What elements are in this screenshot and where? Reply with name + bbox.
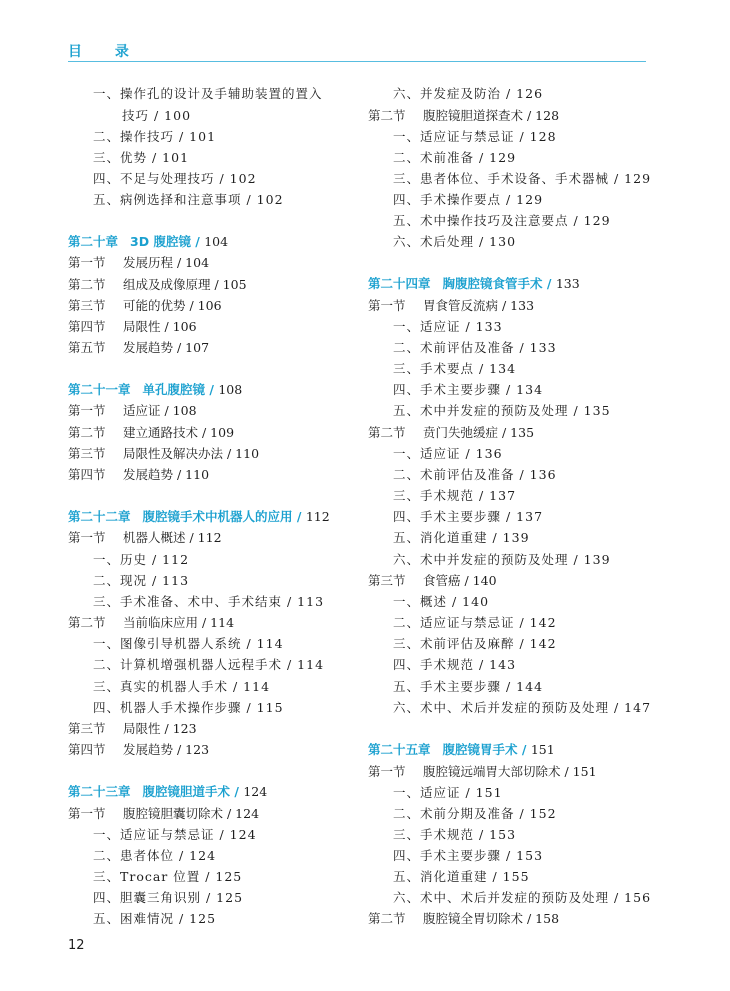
item-title: 三、患者体位、手术设备、手术器械 / 129: [393, 171, 652, 186]
chapter-number: 第二十一章: [68, 382, 131, 397]
section-number: 第二节: [368, 425, 406, 440]
toc-item-entry[interactable]: [393, 785, 503, 801]
toc-item-entry[interactable]: [93, 679, 270, 695]
item-title: 一、概述 / 140: [393, 594, 490, 609]
toc-section-entry[interactable]: [68, 255, 209, 271]
toc-item-entry[interactable]: [393, 594, 489, 610]
section-title: 局限性 / 123: [123, 721, 197, 736]
item-title: 二、计算机增强机器人远程手术 / 114: [93, 657, 325, 672]
toc-item-entry[interactable]: [93, 129, 216, 145]
section-number: 第四节: [68, 319, 106, 334]
item-title: 四、手术主要步骤 / 137: [393, 509, 544, 524]
toc-item-entry[interactable]: [393, 530, 530, 546]
item-title: 二、术前分期及准备 / 152: [393, 806, 557, 821]
section-title: 贲门失弛缓症 / 135: [423, 425, 535, 440]
toc-chapter-entry[interactable]: [368, 276, 580, 292]
page-separator: /: [542, 276, 556, 291]
section-title: 腹腔镜全胃切除术 / 158: [423, 911, 560, 926]
section-title: 腹腔镜远端胃大部切除术 / 151: [423, 764, 597, 779]
item-title: 六、术中、术后并发症的预防及处理 / 147: [393, 700, 652, 715]
toc-item-entry[interactable]: [393, 848, 543, 864]
toc-item-entry[interactable]: [93, 911, 216, 927]
item-title: 技巧 / 100: [122, 108, 192, 123]
item-title: 五、术中操作技巧及注意要点 / 129: [393, 213, 611, 228]
chapter-title: 腹腔镜胆道手术: [142, 784, 231, 799]
chapter-title: 腹腔镜手术中机器人的应用: [142, 509, 293, 524]
toc-section-entry[interactable]: [68, 298, 222, 314]
toc-section-entry[interactable]: [68, 806, 259, 822]
toc-item-entry[interactable]: [393, 403, 611, 419]
toc-item-entry[interactable]: [393, 869, 530, 885]
toc-item-entry[interactable]: [93, 573, 189, 589]
section-title: 胃食管反流病 / 133: [423, 298, 535, 313]
item-title: 五、消化道重建 / 155: [393, 869, 530, 884]
section-number: 第一节: [368, 298, 406, 313]
item-title: 四、不足与处理技巧 / 102: [93, 171, 257, 186]
toc-item-entry[interactable]: [393, 319, 503, 335]
section-number: 第二节: [68, 425, 106, 440]
item-title: 三、术前评估及麻醉 / 142: [393, 636, 557, 651]
chapter-title: 单孔腹腔镜: [142, 382, 206, 397]
section-number: 第二节: [68, 277, 106, 292]
toc-section-entry[interactable]: [368, 298, 534, 314]
section-number: 第一节: [68, 403, 106, 418]
section-title: 局限性 / 106: [123, 319, 197, 334]
chapter-title: 胸腹腔镜食管手术: [442, 276, 543, 291]
chapter-page: 104: [204, 234, 229, 249]
item-title: 二、患者体位 / 124: [93, 848, 217, 863]
item-title: 五、手术主要步骤 / 144: [393, 679, 544, 694]
toc-section-entry[interactable]: [68, 340, 209, 356]
item-title: 四、胆囊三角识别 / 125: [93, 890, 244, 905]
toc-item-entry[interactable]: [393, 171, 651, 187]
toc-item-entry[interactable]: [393, 340, 557, 356]
section-title: 发展趋势 / 110: [123, 467, 210, 482]
toc-item-entry[interactable]: [393, 446, 503, 462]
item-title: 四、手术规范 / 143: [393, 657, 517, 672]
toc-item-entry[interactable]: [393, 150, 516, 166]
toc-section-entry[interactable]: [368, 425, 534, 441]
chapter-number: 第二十五章: [368, 742, 431, 757]
toc-section-entry[interactable]: [68, 403, 197, 419]
toc-section-entry[interactable]: [368, 573, 497, 589]
toc-item-entry[interactable]: [93, 594, 324, 610]
toc-item-entry[interactable]: [93, 171, 257, 187]
toc-item-entry[interactable]: [93, 657, 324, 673]
item-title: 三、真实的机器人手术 / 114: [93, 679, 271, 694]
chapter-page: 112: [305, 509, 330, 524]
toc-item-entry[interactable]: [393, 467, 557, 483]
page-number: 12: [68, 938, 85, 953]
chapter-title: 腹腔镜胃手术: [442, 742, 518, 757]
toc-item-entry[interactable]: [393, 552, 611, 568]
item-title: 四、手术主要步骤 / 153: [393, 848, 544, 863]
toc-section-entry[interactable]: [68, 615, 234, 631]
item-title: 一、适应证与禁忌证 / 128: [393, 129, 557, 144]
section-title: 建立通路技术 / 109: [123, 425, 235, 440]
toc-chapter-entry[interactable]: [368, 742, 555, 758]
toc-chapter-entry[interactable]: [68, 509, 330, 525]
item-title: 三、优势 / 101: [93, 150, 190, 165]
chapter-page: 133: [555, 276, 580, 291]
item-title: 二、术前评估及准备 / 136: [393, 467, 557, 482]
page-header-title: 目 录: [68, 44, 143, 60]
toc-section-entry[interactable]: [68, 467, 209, 483]
chapter-page: 124: [243, 784, 268, 799]
section-number: 第二节: [368, 108, 406, 123]
toc-item-entry[interactable]: [393, 129, 557, 145]
toc-chapter-entry[interactable]: [68, 234, 228, 250]
toc-item-entry[interactable]: [93, 552, 189, 568]
toc-item-entry[interactable]: [93, 192, 284, 208]
toc-item-entry[interactable]: [393, 382, 543, 398]
toc-item-entry[interactable]: [393, 234, 516, 250]
toc-chapter-entry[interactable]: [68, 382, 242, 398]
toc-section-entry[interactable]: [368, 764, 597, 780]
section-number: 第四节: [68, 467, 106, 482]
section-number: 第四节: [68, 742, 106, 757]
toc-section-entry[interactable]: [368, 911, 559, 927]
item-title: 四、手术主要步骤 / 134: [393, 382, 544, 397]
item-title: 三、手术规范 / 137: [393, 488, 517, 503]
chapter-number: 第二十章: [68, 234, 119, 249]
toc-item-entry[interactable]: [93, 150, 189, 166]
toc-item-entry[interactable]: [393, 700, 651, 716]
item-title: 一、图像引导机器人系统 / 114: [93, 636, 284, 651]
toc-item-entry[interactable]: [93, 848, 216, 864]
header-divider: [68, 61, 646, 62]
item-title: 五、消化道重建 / 139: [393, 530, 530, 545]
section-number: 第三节: [368, 573, 406, 588]
section-title: 机器人概述 / 112: [123, 530, 222, 545]
page-separator: /: [230, 784, 244, 799]
item-title: 四、机器人手术操作步骤 / 115: [93, 700, 284, 715]
page-separator: /: [517, 742, 531, 757]
section-number: 第一节: [68, 255, 106, 270]
section-title: 当前临床应用 / 114: [123, 615, 235, 630]
toc-item-entry[interactable]: [93, 86, 323, 102]
section-number: 第一节: [68, 530, 106, 545]
chapter-number: 第二十三章: [68, 784, 131, 799]
section-number: 第一节: [368, 764, 406, 779]
item-title: 六、术后处理 / 130: [393, 234, 517, 249]
section-title: 可能的优势 / 106: [123, 298, 222, 313]
item-title: 一、适应证 / 133: [393, 319, 503, 334]
toc-item-entry[interactable]: [393, 361, 516, 377]
item-title: 六、并发症及防治 / 126: [393, 86, 544, 101]
chapter-title: 3D 腹腔镜: [130, 234, 191, 249]
toc-item-entry[interactable]: [393, 86, 543, 102]
toc-item-entry[interactable]: [393, 679, 543, 695]
chapter-number: 第二十二章: [68, 509, 131, 524]
toc-item-entry[interactable]: [393, 806, 557, 822]
chapter-page: 108: [218, 382, 243, 397]
item-title: 二、现况 / 113: [93, 573, 190, 588]
toc-item-entry[interactable]: [393, 213, 611, 229]
section-number: 第二节: [68, 615, 106, 630]
item-title: 三、手术规范 / 153: [393, 827, 517, 842]
toc-section-entry[interactable]: [368, 108, 559, 124]
section-title: 食管癌 / 140: [423, 573, 497, 588]
section-number: 第三节: [68, 721, 106, 736]
section-title: 局限性及解决办法 / 110: [123, 446, 260, 461]
item-title: 二、适应证与禁忌证 / 142: [393, 615, 557, 630]
toc-item-entry[interactable]: [93, 636, 284, 652]
item-title: 三、Trocar 位置 / 125: [93, 869, 243, 884]
section-number: 第一节: [68, 806, 106, 821]
toc-item-entry[interactable]: [93, 827, 257, 843]
section-number: 第三节: [68, 446, 106, 461]
section-number: 第三节: [68, 298, 106, 313]
item-title: 一、适应证 / 136: [393, 446, 503, 461]
toc-section-entry[interactable]: [68, 446, 259, 462]
section-title: 发展趋势 / 107: [123, 340, 210, 355]
item-title: 二、操作技巧 / 101: [93, 129, 217, 144]
item-title: 二、术前准备 / 129: [393, 150, 517, 165]
toc-item-entry[interactable]: [393, 890, 651, 906]
item-title: 三、手术准备、术中、手术结束 / 113: [93, 594, 325, 609]
section-title: 腹腔镜胆道探查术 / 128: [423, 108, 560, 123]
item-title: 五、术中并发症的预防及处理 / 135: [393, 403, 611, 418]
section-number: 第五节: [68, 340, 106, 355]
toc-item-entry[interactable]: [93, 869, 242, 885]
item-title: 四、手术操作要点 / 129: [393, 192, 544, 207]
section-number: 第二节: [368, 911, 406, 926]
toc-section-entry[interactable]: [68, 742, 209, 758]
chapter-page: 151: [530, 742, 555, 757]
item-title: 一、适应证 / 151: [393, 785, 503, 800]
toc-item-entry[interactable]: [393, 615, 557, 631]
section-title: 腹腔镜胆囊切除术 / 124: [123, 806, 260, 821]
item-title: 一、适应证与禁忌证 / 124: [93, 827, 257, 842]
item-title: 三、手术要点 / 134: [393, 361, 517, 376]
item-title: 二、术前评估及准备 / 133: [393, 340, 557, 355]
item-title: 五、病例选择和注意事项 / 102: [93, 192, 284, 207]
toc-section-entry[interactable]: [68, 721, 197, 737]
item-title: 一、历史 / 112: [93, 552, 190, 567]
toc-section-entry[interactable]: [68, 277, 247, 293]
toc-item-entry[interactable]: [122, 108, 191, 124]
chapter-number: 第二十四章: [368, 276, 431, 291]
toc-item-entry[interactable]: [393, 827, 516, 843]
section-title: 发展历程 / 104: [123, 255, 210, 270]
item-title: 一、操作孔的设计及手辅助装置的置入: [93, 86, 323, 101]
section-title: 适应证 / 108: [123, 403, 197, 418]
toc-chapter-entry[interactable]: [68, 784, 267, 800]
toc-section-entry[interactable]: [68, 425, 234, 441]
section-title: 发展趋势 / 123: [123, 742, 210, 757]
item-title: 六、术中并发症的预防及处理 / 139: [393, 552, 611, 567]
toc-item-entry[interactable]: [393, 636, 557, 652]
toc-section-entry[interactable]: [68, 319, 197, 335]
toc-section-entry[interactable]: [68, 530, 222, 546]
toc-item-entry[interactable]: [393, 509, 543, 525]
section-title: 组成及成像原理 / 105: [123, 277, 247, 292]
toc-item-entry[interactable]: [393, 657, 516, 673]
item-title: 六、术中、术后并发症的预防及处理 / 156: [393, 890, 652, 905]
toc-item-entry[interactable]: [393, 488, 516, 504]
page-separator: /: [292, 509, 306, 524]
item-title: 五、困难情况 / 125: [93, 911, 217, 926]
page-separator: /: [190, 234, 205, 249]
toc-item-entry[interactable]: [93, 700, 284, 716]
toc-item-entry[interactable]: [393, 192, 543, 208]
toc-item-entry[interactable]: [93, 890, 243, 906]
page-separator: /: [205, 382, 219, 397]
